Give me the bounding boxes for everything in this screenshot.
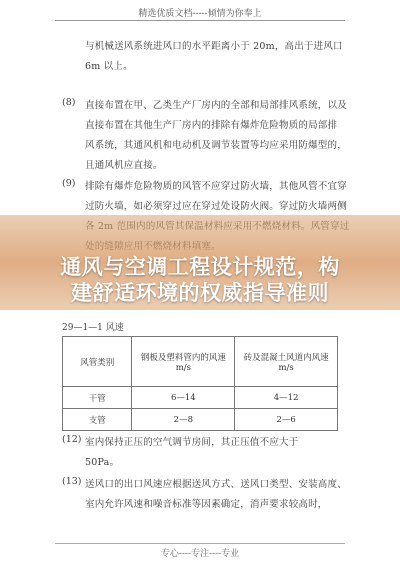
table-cell: 干管 [63,387,132,409]
text-line: 50Pa。 [85,457,120,468]
text-line: 6m 以上。 [85,61,133,72]
banner-title-line1: 通风与空调工程设计规范，构 [60,255,340,279]
table-cell: 6—14 [132,387,235,409]
item-number: (13) [62,476,82,487]
text-line: 室内允许风速和噪音标准等因素确定，消声要求较高时， [85,499,328,510]
text-line: 风系统，其通风机和电动机及调节装置等均应采用防爆型的， [85,140,347,151]
item-number: (12) [62,434,82,445]
text-line: 与机械送风系统进风口的水平距离小于 20m，高出于进风口 [85,41,343,52]
table-header-cell: 砖及混凝土风道内风速 m/s [235,337,338,387]
title-banner [0,215,400,310]
item-number: (8) [62,97,76,108]
text-line: 排除有爆炸危险物质的风管不应穿过防火墙，其他风管不宜穿 [85,181,347,192]
text-line: 送风口的出口风速应根据送风方式、送风口类型、安装高度、 [85,479,347,490]
table-header-cell: 风管类别 [63,337,132,387]
text-line: 且通风机应直接。 [85,160,163,171]
text-line: 直接布置在其他生产厂房内的排除有爆炸危险物质的局部排 [85,120,338,131]
table-header-cell: 钢板及塑料管内的风速 m/s [132,337,235,387]
table-cell: 2—8 [132,409,235,431]
table-row [63,409,338,431]
table-caption: 29—1—1 风速 [62,323,124,333]
page-header: 精选优质文档-----倾情为你奉上 [138,9,262,19]
text-line: 室内保持正压的空气调节房间，其正压值不应大于 [85,437,299,448]
page-footer: 专心----专注----专业 [160,549,240,559]
table-cell: 2—6 [235,409,338,431]
banner-title-line2: 建舒适环境的权威指导准则 [71,281,329,305]
text-line: 过防火墙，如必须穿过应在穿过处设防火阀。穿过防火墙两侧 [85,201,347,212]
text-line: 直接布置在甲、乙类生产厂房内的全部和局部排风系统，以及 [85,100,347,111]
air-velocity-table [62,336,338,431]
header-divider [55,20,345,21]
table-cell: 4—12 [235,387,338,409]
table-row [63,387,338,409]
table-cell: 支管 [63,409,132,431]
footer-divider [55,543,345,544]
item-number: (9) [62,178,76,189]
table-header-row [63,337,338,387]
